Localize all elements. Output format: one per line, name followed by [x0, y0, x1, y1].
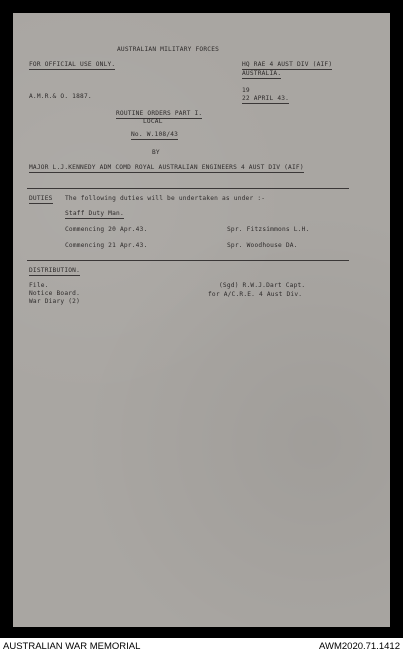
duty-row-1-date: Commencing 20 Apr.43.	[65, 226, 148, 233]
order-number: No. W.108/43	[131, 131, 179, 138]
archive-footer	[0, 638, 403, 653]
signature-line-2: for A/C.R.E. 4 Aust Div.	[208, 291, 303, 298]
duties-intro: The following duties will be undertaken as under :-	[65, 195, 266, 202]
by-label: BY	[152, 149, 160, 156]
footer-accession-number: AWM2020.71.1412	[319, 641, 400, 652]
orders-subtitle: LOCAL	[143, 118, 163, 125]
footer-institution: AUSTRALIAN WAR MEMORIAL	[3, 641, 141, 652]
orders-title: ROUTINE ORDERS PART I.	[116, 110, 203, 117]
duties-label: DUTIES	[29, 195, 53, 202]
issuer-line: MAJOR L.J.KENNEDY ADM COMD ROYAL AUSTRALIAN ENGINEERS 4 AUST DIV (AIF)	[29, 164, 304, 171]
distribution-item: File.	[29, 282, 49, 289]
duty-row-2-person: Spr. Woodhouse DA.	[227, 242, 298, 249]
divider-top	[27, 188, 349, 189]
reference-number: A.M.R.& O. 1887.	[29, 93, 92, 100]
unit-line-1: HQ RAE 4 AUST DIV (AIF)	[242, 61, 333, 68]
duty-title: Staff Duty Man.	[65, 210, 124, 217]
duty-row-1-person: Spr. Fitzsimmons L.H.	[227, 226, 310, 233]
divider-bottom	[27, 260, 349, 261]
signature-line-1: (Sgd) R.W.J.Dart Capt.	[219, 282, 306, 289]
document-heading: AUSTRALIAN MILITARY FORCES	[117, 46, 220, 53]
classification-marking: FOR OFFICIAL USE ONLY.	[29, 61, 116, 68]
distribution-item: War Diary (2)	[29, 298, 81, 305]
distribution-item: Notice Board.	[29, 290, 81, 297]
year-label: 19	[242, 87, 250, 94]
duty-row-2-date: Commencing 21 Apr.43.	[65, 242, 148, 249]
unit-line-2: AUSTRALIA.	[242, 70, 282, 77]
document-page	[13, 13, 390, 627]
distribution-label: DISTRIBUTION.	[29, 267, 81, 274]
order-date: 22 APRIL 43.	[242, 95, 290, 102]
